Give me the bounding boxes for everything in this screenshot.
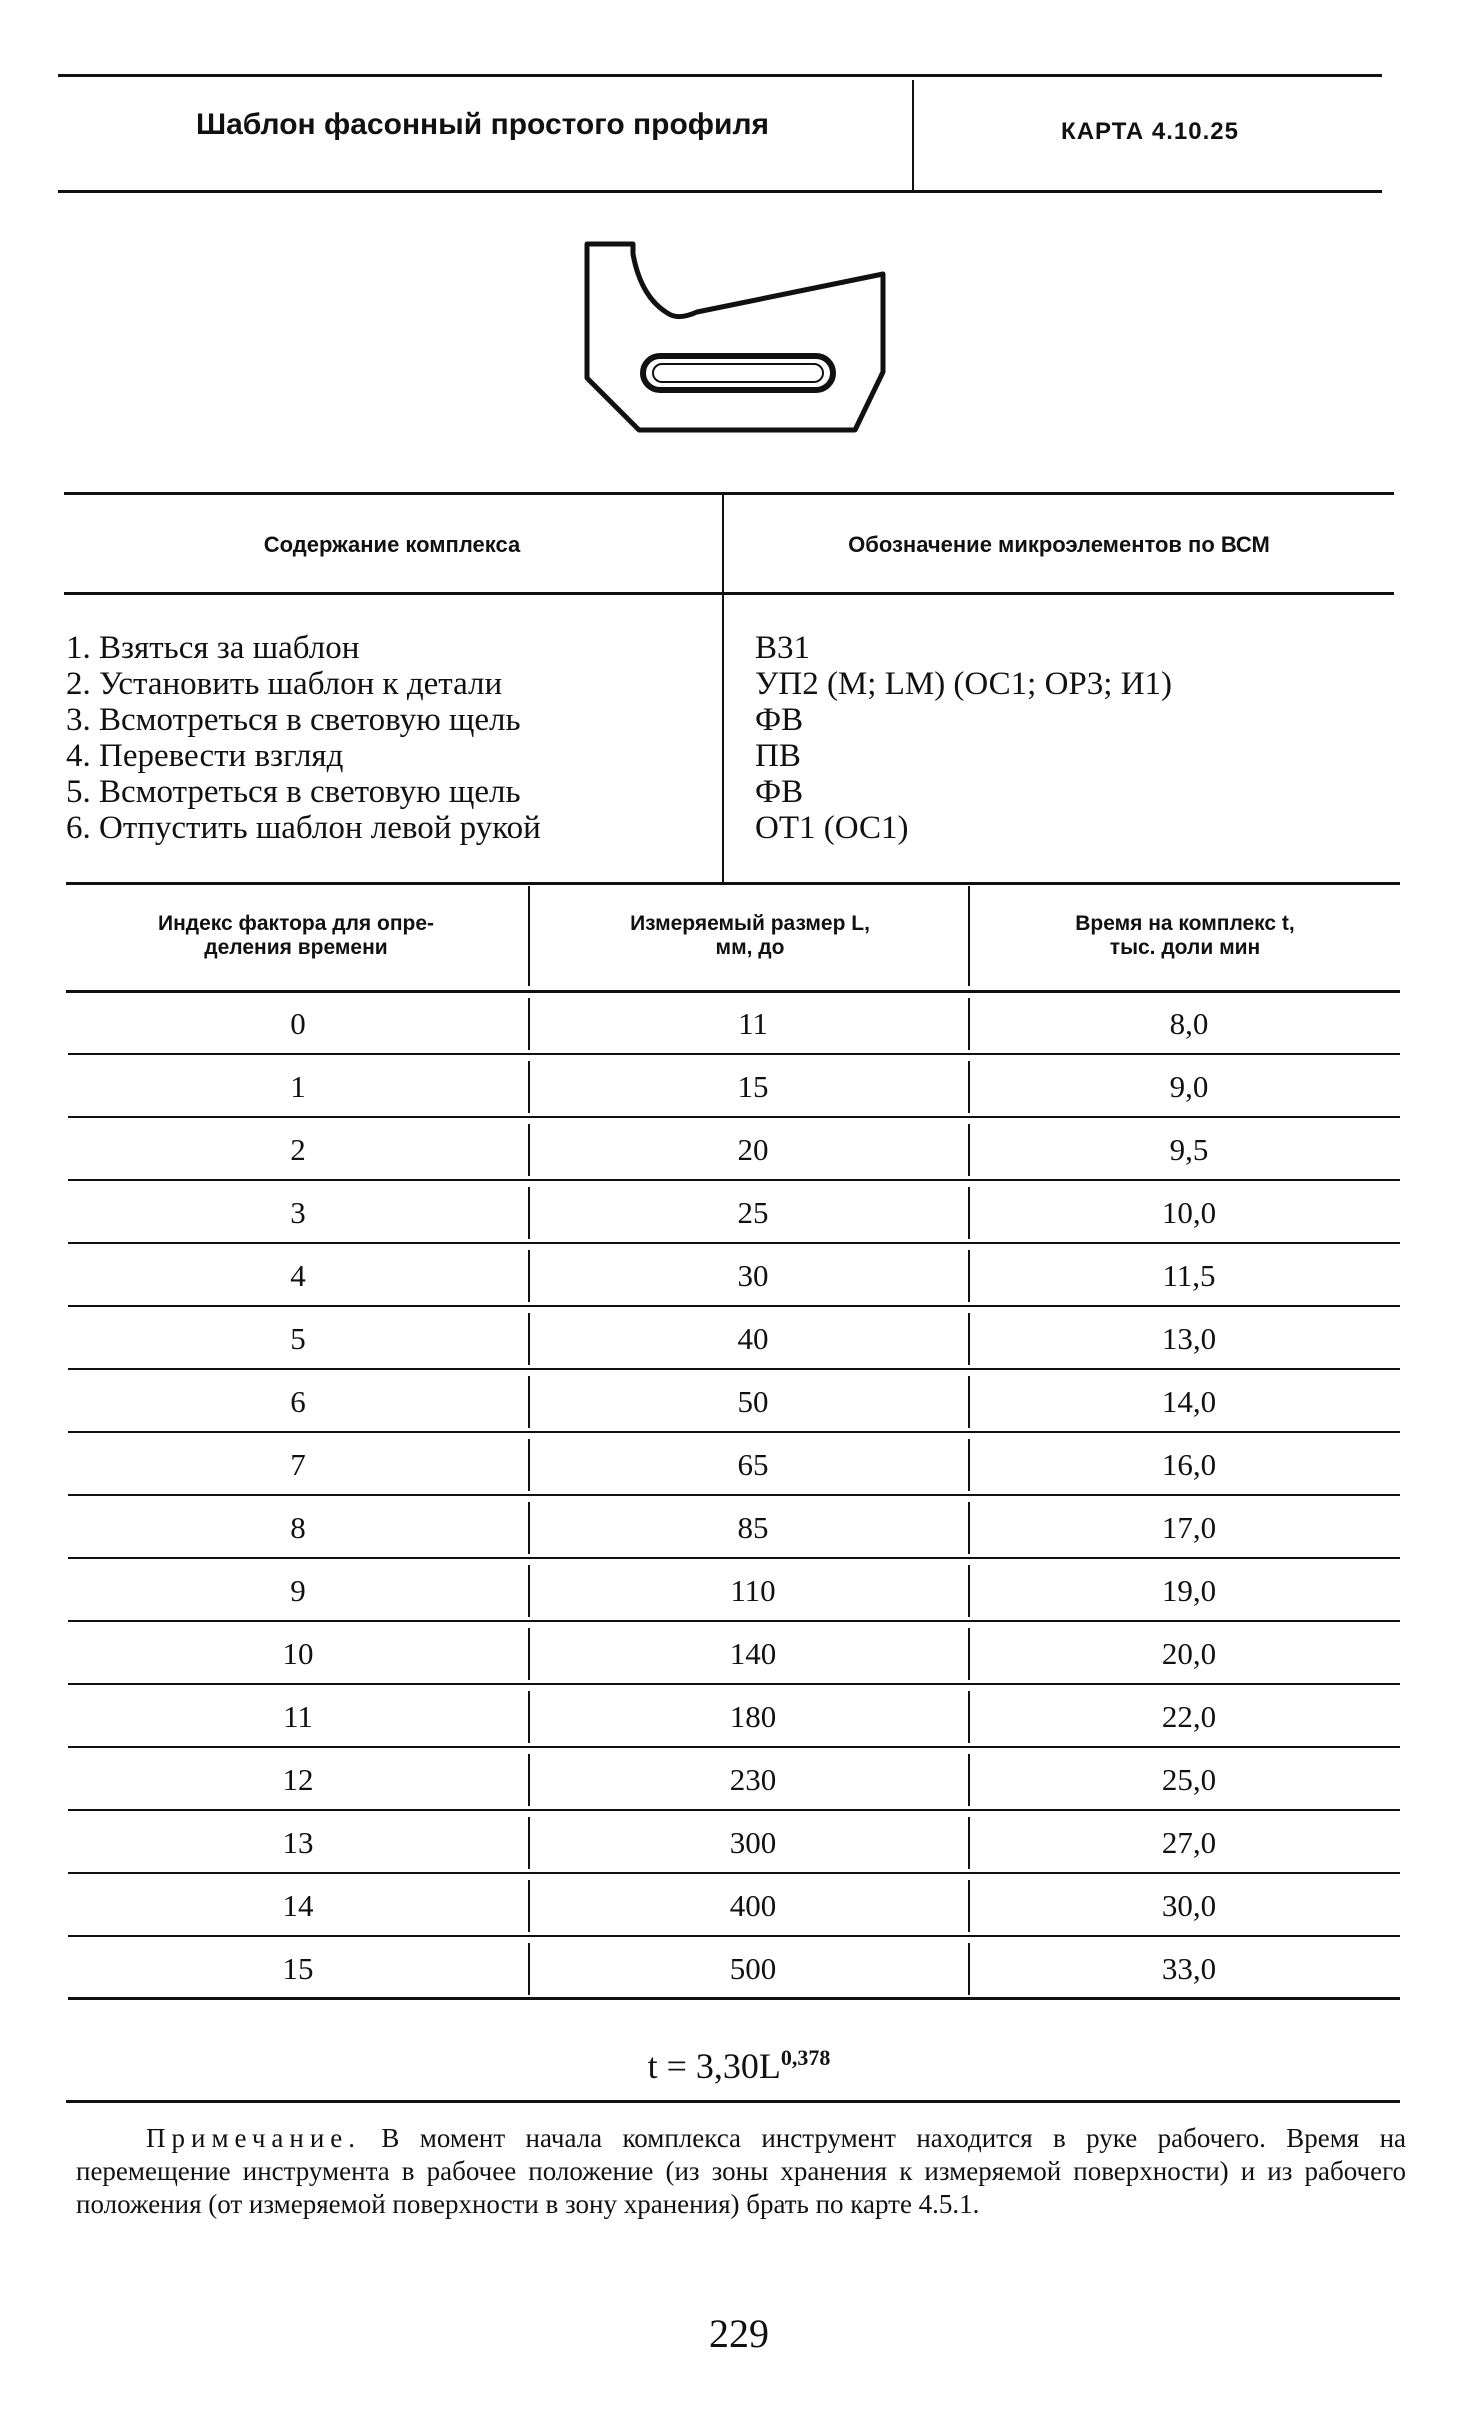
factor-index-cell: 3 <box>290 1195 306 1230</box>
step-item: 3. Всмотреться в световую щель <box>66 702 521 738</box>
time-cell: 8,0 <box>1169 1006 1209 1041</box>
factor-index-cell: 15 <box>282 1951 314 1986</box>
content-header-rule <box>64 592 1394 595</box>
content-header: Содержание комплекса <box>263 532 521 557</box>
factor-index-cell: 5 <box>290 1321 306 1356</box>
factor-table-top-rule <box>66 882 1400 885</box>
factor-index-cell: 8 <box>290 1510 306 1545</box>
time-cell: 33,0 <box>1161 1951 1217 1986</box>
slot-inner <box>653 364 823 382</box>
header-divider <box>912 80 914 190</box>
table-row <box>68 992 1400 1055</box>
time-cell: 27,0 <box>1161 1825 1217 1860</box>
factor-index-cell: 10 <box>282 1636 314 1671</box>
time-cell: 16,0 <box>1161 1447 1217 1482</box>
code-list <box>755 630 1172 846</box>
step-item: 2. Установить шаблон к детали <box>66 666 503 702</box>
time-cell: 11,5 <box>1162 1258 1216 1293</box>
step-item: 5. Всмотреться в световую щель <box>66 774 521 810</box>
size-cell: 20 <box>737 1132 769 1167</box>
code-item: ФВ <box>755 774 804 810</box>
template-profile-drawing <box>575 232 905 442</box>
code-item: В31 <box>755 630 811 666</box>
factor-index-cell: 11 <box>283 1699 313 1734</box>
table-row <box>68 1748 1400 1811</box>
template-outline <box>587 244 883 430</box>
time-cell: 14,0 <box>1161 1384 1217 1419</box>
measured-size-header: Измеряемый размер L, мм, до <box>630 912 870 959</box>
table-row <box>68 1181 1400 1244</box>
time-cell: 20,0 <box>1161 1636 1217 1671</box>
table-row <box>68 1559 1400 1622</box>
size-cell: 180 <box>729 1699 777 1734</box>
table-row <box>68 1433 1400 1496</box>
time-cell: 10,0 <box>1161 1195 1217 1230</box>
microelements-header: Обозначение микроэлементов по ВСМ <box>848 532 1270 557</box>
document-title: Шаблон фасонный простого профиля <box>195 108 770 141</box>
note-text: В момент начала комплекса инструмент находится в руке рабочего. Время на перемещение инструмента в рабочее положение (из зоны хранения к измеряемой поверхности) и из рабочего положения (от измеряемой поверхности в зону хранения) брать по карте 4.5.1. <box>76 2123 1407 2219</box>
size-cell: 40 <box>737 1321 769 1356</box>
table-row <box>68 1244 1400 1307</box>
time-cell: 30,0 <box>1161 1888 1217 1923</box>
factor-index-cell: 12 <box>282 1762 314 1797</box>
top-rule <box>58 74 1382 77</box>
size-cell: 300 <box>729 1825 777 1860</box>
time-cell: 25,0 <box>1161 1762 1217 1797</box>
table-row <box>68 1937 1400 2000</box>
step-item: 4. Перевести взгляд <box>66 738 344 774</box>
factor-index-cell: 14 <box>282 1888 314 1923</box>
header-bottom-rule <box>58 190 1382 193</box>
size-cell: 85 <box>737 1510 769 1545</box>
time-cell: 19,0 <box>1161 1573 1217 1608</box>
content-table-top-rule <box>64 492 1394 495</box>
page-number: 229 <box>709 2311 769 2356</box>
size-cell: 500 <box>729 1951 777 1986</box>
time-cell: 17,0 <box>1161 1510 1217 1545</box>
factor-index-cell: 13 <box>282 1825 314 1860</box>
time-cell: 9,0 <box>1169 1069 1209 1104</box>
time-cell: 22,0 <box>1161 1699 1217 1734</box>
size-cell: 15 <box>737 1069 769 1104</box>
size-cell: 110 <box>730 1573 776 1608</box>
time-header: Время на комплекс t, тыс. доли мин <box>1075 912 1295 959</box>
slot-outer <box>643 356 833 390</box>
factor-index-cell: 9 <box>290 1573 306 1608</box>
factor-index-header: Индекс фактора для опре- деления времени <box>157 912 435 959</box>
table-row <box>68 1622 1400 1685</box>
table-row <box>68 1307 1400 1370</box>
size-cell: 25 <box>737 1195 769 1230</box>
table-row <box>68 1496 1400 1559</box>
formula-base: t = 3,30L <box>647 2046 781 2086</box>
note-paragraph <box>76 2122 1406 2221</box>
code-item: ОТ1 (ОС1) <box>755 810 909 846</box>
table-row <box>68 1874 1400 1937</box>
code-item: ПВ <box>755 738 801 774</box>
step-item: 6. Отпустить шаблон левой рукой <box>66 810 541 846</box>
formula-exponent: 0,378 <box>780 2045 831 2070</box>
note-label: Примечание. <box>146 2123 362 2153</box>
size-cell: 30 <box>737 1258 769 1293</box>
table-row <box>68 1370 1400 1433</box>
step-list <box>66 630 541 846</box>
code-item: УП2 (M; LM) (ОС1; ОР3; И1) <box>755 666 1173 702</box>
factor-index-cell: 0 <box>290 1006 306 1041</box>
size-cell: 65 <box>737 1447 769 1482</box>
factor-index-cell: 1 <box>290 1069 306 1104</box>
card-number: КАРТА 4.10.25 <box>1061 118 1239 145</box>
size-cell: 50 <box>737 1384 769 1419</box>
formula-bottom-rule <box>66 2100 1400 2103</box>
time-cell: 13,0 <box>1161 1321 1217 1356</box>
table-row <box>68 1685 1400 1748</box>
size-cell: 400 <box>729 1888 777 1923</box>
time-formula <box>0 2045 1478 2087</box>
code-item: ФВ <box>755 702 804 738</box>
size-cell: 230 <box>729 1762 777 1797</box>
factor-index-cell: 2 <box>290 1132 306 1167</box>
table-row <box>68 1811 1400 1874</box>
step-item: 1. Взяться за шаблон <box>66 630 360 666</box>
size-cell: 11 <box>738 1006 768 1041</box>
table-row <box>68 1055 1400 1118</box>
factor-index-cell: 4 <box>290 1258 306 1293</box>
table-row <box>68 1118 1400 1181</box>
factor-index-cell: 6 <box>290 1384 306 1419</box>
factor-index-cell: 7 <box>290 1447 306 1482</box>
size-cell: 140 <box>729 1636 777 1671</box>
time-cell: 9,5 <box>1169 1132 1209 1167</box>
